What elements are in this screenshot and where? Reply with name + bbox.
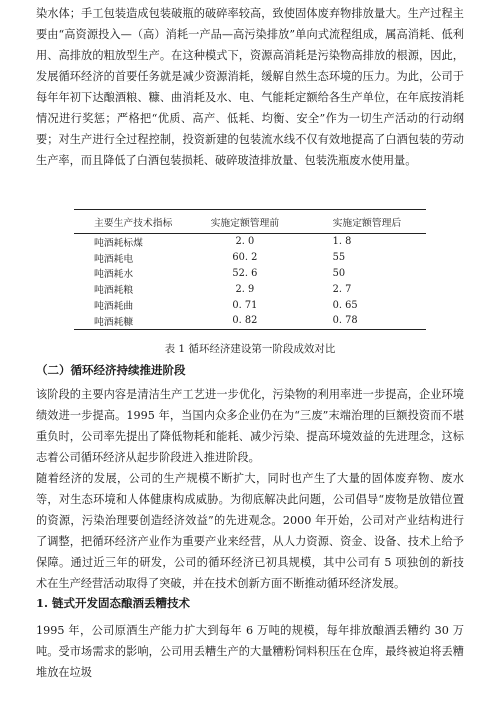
table-cell: 60. 2 xyxy=(232,252,258,264)
table-caption: 表 1 循环经济建设第一阶段成效对比 xyxy=(164,343,336,355)
body-paragraph: 随着经济的发展，公司的生产规模不断扩大，同时也产生了大量的固体废弃物、废水等，对生态环境和人体健康构成威胁。为彻底解决此问题，公司倡导“废物是放错位置的资源，污染治理要创造经济效益”的先进观念。2000 年开始，公司对产业结构进行了调整，把循环经济产业作为重要产业来经营，从人力资源、资金、设备、技术上给予保障。通过近三年的研发，公司的循环经济已初具规模，其中公司有 5 项独创的新技术在生产经营活动取得了突破，并在技术创新方面不断推动循环经济发展。 xyxy=(36,472,464,590)
table-header-cell: 实施定额管理前 xyxy=(195,210,295,234)
table-cell: 吨酒耗标煤 xyxy=(94,237,143,249)
table-cell: 2. 9 xyxy=(235,283,255,295)
table-cell: 吨酒耗电 xyxy=(94,253,134,265)
subsection-heading: 1. 链式开发固态酿酒丢糟技术 xyxy=(36,596,191,610)
table-row xyxy=(74,266,426,282)
section-heading: （二）循环经济持续推进阶段 xyxy=(36,363,186,377)
table-cell: 0. 78 xyxy=(295,313,426,329)
table-cell: 0. 82 xyxy=(195,313,295,329)
table-row xyxy=(74,234,426,250)
table-cell: 吨酒耗曲 xyxy=(94,301,134,313)
body-paragraph: 1995 年，公司原酒生产能力扩大到每年 6 万吨的规模，每年排放酿酒丢糟约 30 万吨。受市场需求的影响，公司用丢糟生产的大量糟粉饲料积压在仓库，最终被迫将丢糟堆放在垃圾 xyxy=(36,624,464,679)
table-row xyxy=(74,250,426,266)
table-cell: 0. 71 xyxy=(232,299,258,311)
table-cell: 50 xyxy=(332,267,346,279)
table-cell: 52. 6 xyxy=(232,267,258,279)
table-row xyxy=(74,281,426,297)
table-row xyxy=(74,313,426,329)
table-cell: 1. 8 xyxy=(332,236,352,248)
table-row xyxy=(74,297,426,313)
table-cell: 吨酒耗水 xyxy=(94,269,134,281)
table-cell: 2. 7 xyxy=(332,283,352,295)
table-cell: 0. 65 xyxy=(332,299,358,311)
table-header-cell: 主要生产技术指标 xyxy=(74,210,195,234)
table-cell: 55 xyxy=(332,252,346,264)
body-paragraph: 该阶段的主要内容是清洁生产工艺进一步优化，污染物的利用率进一步提高，企业环境绩效进一步提高。1995 年，当国内众多企业仍在为“三废”末端治理的巨额投资而不堪重负时，公司率先提出了降低物耗和能耗、减少污染、提高环境效益的先进理念，这标志着公司循环经济从起步阶段进入推进阶段。 xyxy=(36,388,464,464)
comparison-table xyxy=(74,209,426,330)
table-header-row xyxy=(74,210,426,234)
table-cell: 2. 0 xyxy=(235,236,255,248)
table-header-cell: 实施定额管理后 xyxy=(295,210,426,234)
body-paragraph: 染水体；手工包装造成包装破瓶的破碎率较高，致使固体废弃物排放量大。生产过程主要由“高资源投入—（高）消耗一产品—高污染排放”单向式流程组成，属高消耗、低利用、高排放的粗放型生产。在这种模式下，资源高消耗是污染物高排放的根源，因此，发展循环经济的首要任务就是减少资源消耗，缓解自然生态环境的压力。为此，公司于每年年初下达酿酒粮、糠、曲消耗及水、电、气能耗定额给各生产单位，在年底按消耗情况进行奖惩；严格把“优质、高产、低耗、均衡、安全”作为一切生产活动的行动纲要；对生产进行全过程控制，投资新建的包装流水线不仅有效地提高了白酒包装的劳动生产率，而且降低了白酒包装损耗、破碎玻渣排放量、包装洗瓶废水使用量。 xyxy=(36,7,464,167)
table-cell: 吨酒耗粮 xyxy=(94,285,134,297)
table-cell: 吨酒耗糠 xyxy=(74,313,195,329)
